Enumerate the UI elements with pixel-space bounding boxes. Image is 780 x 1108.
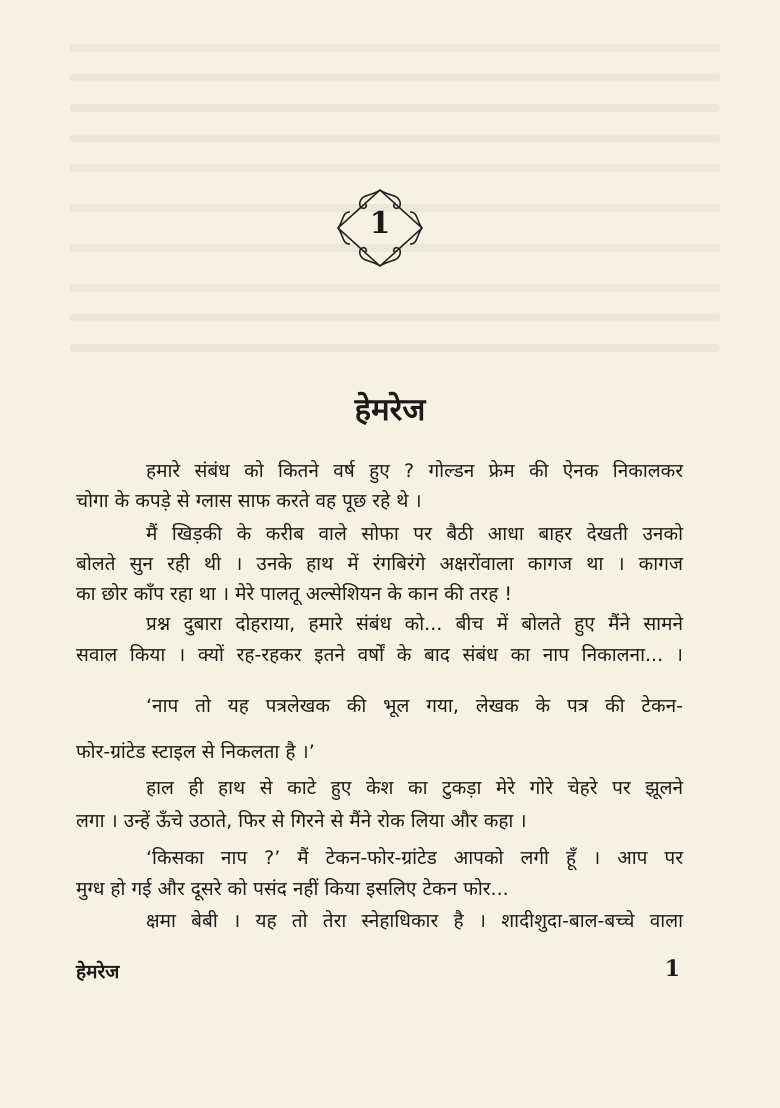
text-line: ‘नाप तो यह पत्रलेखक की भूल गया, लेखक के पत्र की टेकन- bbox=[146, 695, 683, 717]
running-footer-title: हेमरेज bbox=[76, 961, 120, 983]
text-line: मुग्ध हो गई और दूसरे को पसंद नहीं किया इसलिए टेकन फोर... bbox=[76, 878, 509, 900]
text-line: चोगा के कपड़े से ग्लास साफ करते वह पूछ रहे थे । bbox=[76, 490, 422, 512]
text-line: ‘किसका नाप ?’ मैं टेकन-फोर-ग्रांटेड आपको लगी हूँ । आप पर bbox=[146, 847, 683, 869]
chapter-number: 1 bbox=[369, 206, 391, 241]
text-line: का छोर काँप रहा था । मेरे पालतू अल्सेशियन के कान की तरह ! bbox=[76, 583, 512, 605]
chapter-title: हेमरेज bbox=[354, 392, 426, 428]
text-line: लगा । उन्हें ऊँचे उठाते, फिर से गिरने से मैंने रोक लिया और कहा । bbox=[76, 810, 527, 832]
text-line: क्षमा बेबी । यह तो तेरा स्नेहाधिकार है । शादीशुदा-बाल-बच्चे वाला bbox=[146, 910, 683, 932]
text-line: मैं खिड़की के करीब वाले सोफा पर बैठी आधा बाहर देखती उनको bbox=[146, 523, 683, 545]
text-line: सवाल किया । क्यों रह-रहकर इतने वर्षों के बाद संबंध का नाप निकालना... । bbox=[76, 644, 683, 666]
page-number: 1 bbox=[664, 956, 680, 982]
text-line: फोर-ग्रांटेड स्टाइल से निकलता है ।’ bbox=[76, 741, 315, 763]
text-line: हाल ही हाथ से काटे हुए केश का टुकड़ा मेरे गोरे चेहरे पर झूलने bbox=[146, 777, 683, 799]
text-line: प्रश्न दुबारा दोहराया, हमारे संबंध को... बीच में बोलते हुए मैंने सामने bbox=[146, 613, 683, 635]
text-line: बोलते सुन रही थी । उनके हाथ में रंगबिरंगे अक्षरोंवाला कागज था । कागज bbox=[76, 553, 683, 575]
text-line: हमारे संबंध को कितने वर्ष हुए ? गोल्डन फ्रेम की ऐनक निकालकर bbox=[146, 460, 683, 482]
